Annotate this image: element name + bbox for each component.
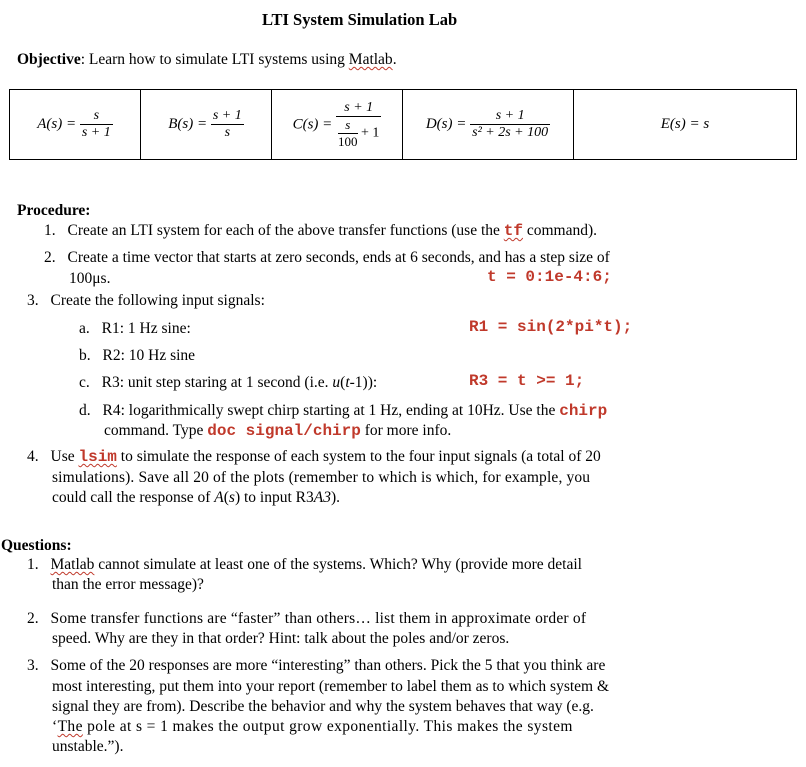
tf-c-den-tail: + 1	[361, 125, 380, 141]
step-4-number: 4.	[27, 448, 39, 465]
signal-c-t: t	[345, 374, 350, 391]
tf-command: tf	[503, 222, 523, 240]
procedure-heading: Procedure:	[17, 202, 91, 219]
transfer-function-table	[9, 89, 797, 160]
step-4-line-3	[52, 489, 340, 507]
tf-cell-e	[574, 90, 797, 160]
signal-b	[79, 347, 195, 365]
tf-c-fraction	[336, 100, 381, 150]
step-1-number: 1.	[44, 222, 56, 239]
tf-c-lhs: C(s) =	[292, 115, 333, 132]
tf-a-num: s	[93, 108, 100, 123]
question-3-line-3: signal they are from). Describe the behavior and why the system behaves that way (e.g.	[52, 698, 594, 715]
tf-d-den: s² + 2s + 100	[472, 125, 549, 140]
r1-code: R1 = sin(2*pi*t);	[469, 318, 633, 336]
questions-heading: Questions:	[1, 537, 72, 554]
step-1-text: Create an LTI system for each of the above transfer functions (use the	[67, 222, 504, 239]
step-3	[27, 292, 265, 310]
step-4-end: ).	[330, 489, 341, 506]
step-4-line-3-text: could call the response of	[52, 489, 215, 506]
step-4-line-2: simulations). Save all 20 of the plots (remember to which is which, for example, you	[52, 469, 591, 486]
doc-chirp-code: doc signal/chirp	[207, 422, 361, 440]
step-4	[27, 448, 601, 466]
tf-c-den	[336, 116, 381, 150]
signal-c-mark: c.	[79, 374, 90, 391]
tf-e-text: E(s) = s	[660, 116, 710, 132]
signal-a-mark: a.	[79, 320, 90, 337]
question-2-line-1: Some transfer functions are “faster” than others… list them in approximate order of	[50, 610, 587, 627]
question-2	[27, 610, 586, 628]
question-3-line-4	[52, 718, 573, 736]
tf-b-den: s	[211, 124, 244, 141]
step-4-input: ) to input R3	[234, 489, 314, 506]
question-1-line-1: cannot simulate at least one of the systems. Which? Why (provide more detail	[94, 556, 582, 573]
question-1-number: 1.	[27, 556, 39, 573]
question-1-line-2: than the error message)?	[52, 576, 204, 593]
step-3-number: 3.	[27, 292, 39, 309]
tf-c-inner-fraction	[338, 117, 358, 150]
signal-d-line-2-text: command. Type	[104, 422, 208, 439]
tf-cell-c	[272, 90, 403, 160]
r3-code: R3 = t >= 1;	[469, 372, 585, 390]
objective: Objective: Learn how to simulate LTI systems using Matlab.	[17, 51, 397, 68]
tf-c-inner-num: s	[345, 116, 351, 132]
chirp-code: chirp	[559, 402, 608, 420]
step-4-a3: A3	[313, 489, 331, 506]
procedure-label: Procedure	[17, 202, 86, 219]
signal-d	[79, 402, 607, 420]
tf-d-lhs: D(s) =	[425, 115, 467, 132]
question-3-number: 3.	[27, 657, 39, 674]
question-1-matlab: Matlab	[50, 556, 95, 573]
signal-a-text: R1: 1 Hz sine:	[101, 320, 191, 337]
step-3-text: Create the following input signals:	[50, 292, 265, 309]
question-1	[27, 556, 582, 574]
time-vector-code: t = 0:1e-4:6;	[487, 268, 612, 286]
step-4-a: A	[214, 489, 224, 506]
question-3-line-2: most interesting, put them into your report (remember to label them as to which system &	[52, 678, 610, 695]
signal-a	[79, 320, 191, 338]
signal-d-line-1: R4: logarithmically swept chirp starting at 1 Hz, ending at 10Hz. Use the	[102, 402, 560, 419]
step-2-line-1: Create a time vector that starts at zero seconds, ends at 6 seconds, and has a step size of	[67, 249, 610, 266]
tf-c-num: s + 1	[344, 99, 374, 115]
lsim-command: lsim	[78, 448, 117, 466]
objective-text: Learn how to simulate LTI systems using	[88, 51, 349, 68]
tf-a-fraction	[80, 108, 113, 141]
signal-d-line-2	[104, 422, 451, 440]
signal-c-text: R3: unit step staring at 1 second (i.e.	[101, 374, 333, 391]
question-3	[27, 657, 605, 675]
tf-cell-b	[141, 90, 272, 160]
question-3-line-5: unstable.”).	[52, 738, 124, 755]
question-2-line-2: speed. Why are they in that order? Hint: talk about the poles and/or zeros.	[52, 630, 510, 647]
objective-label: Objective	[17, 51, 81, 68]
signal-d-mark: d.	[79, 402, 91, 419]
step-2-line-2: 100μs.	[69, 270, 111, 287]
question-3-the: The	[57, 718, 83, 735]
question-2-number: 2.	[27, 610, 39, 627]
tf-d-num: s + 1	[495, 108, 525, 123]
tf-b-lhs: B(s) =	[168, 115, 208, 132]
tf-cell-d	[403, 90, 574, 160]
signal-b-mark: b.	[79, 347, 91, 364]
step-4-s: s	[228, 489, 235, 506]
step-4-paren: (	[223, 489, 229, 506]
tf-c-inner-den: 100	[338, 133, 358, 149]
matlab-link: Matlab	[348, 51, 393, 68]
signal-c-u: u	[332, 374, 341, 391]
signal-c-end: -1)):	[349, 374, 378, 391]
question-3-quote: ‘	[52, 718, 58, 735]
objective-end: .	[392, 51, 397, 68]
step-2	[44, 249, 610, 267]
question-3-line-1: Some of the 20 responses are more “interesting” than others. Pick the 5 that you think are	[50, 657, 606, 674]
tf-b-fraction	[211, 108, 244, 141]
step-4-line-1: to simulate the response of each system to the four input signals (a total of 20	[116, 448, 601, 465]
signal-c-paren: (	[340, 374, 346, 391]
question-3-line-4-text: pole at s = 1 makes the output grow exponentially. This makes the system	[82, 718, 573, 735]
tf-a-den: s + 1	[81, 125, 111, 140]
step-1-text-end: command).	[522, 222, 598, 239]
questions-label: Questions	[1, 537, 67, 554]
tf-b-num: s + 1	[212, 108, 242, 123]
tf-cell-a	[10, 90, 141, 160]
step-1	[44, 222, 597, 240]
signal-c	[79, 374, 377, 392]
signal-d-line-2-end: for more info.	[360, 422, 452, 439]
signal-b-text: R2: 10 Hz sine	[102, 347, 196, 364]
step-2-number: 2.	[44, 249, 56, 266]
tf-a-lhs: A(s) =	[37, 115, 77, 132]
tf-d-fraction	[470, 108, 550, 141]
page-title: LTI System Simulation Lab	[262, 10, 458, 29]
step-4-text-start: Use	[50, 448, 79, 465]
